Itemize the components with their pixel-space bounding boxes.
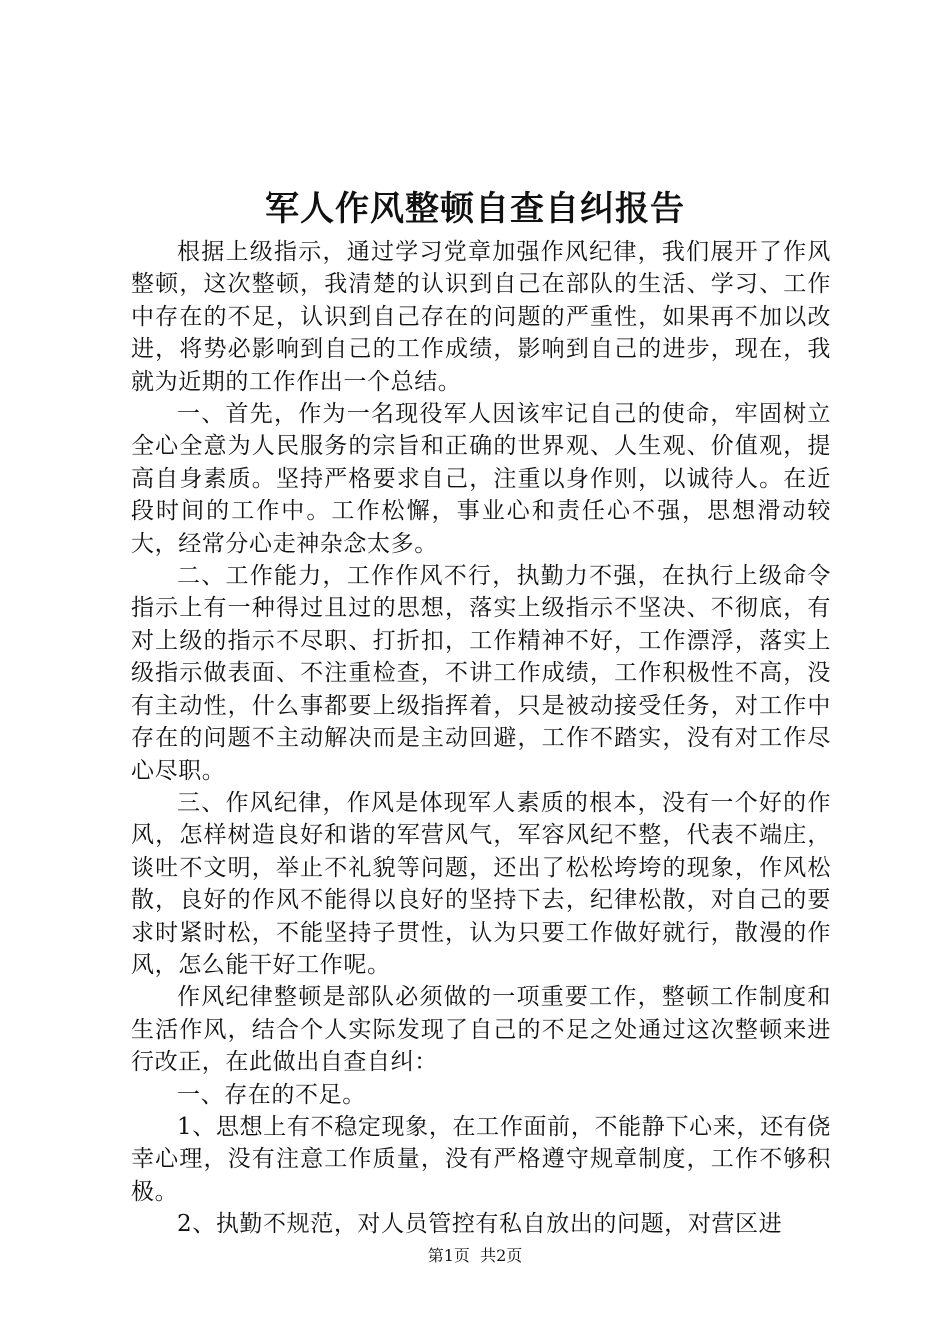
page-number-current: 第1页 [427,1246,470,1265]
paragraph-section-two: 二、工作能力，工作作风不行，执勤力不强，在执行上级命令指示上有一种得过且过的思想，落实上级指示不坚决、不彻底，有对上级的指示不尽职、打折扣，工作精神不好，工作漂浮，落实上级指示做表面、不注重检查，不讲工作成绩，工作积极性不高，没有主动性，什么事都要上级指挥着，只是被动接受任务，对工作中存在的问题不主动解决而是主动回避，工作不踏实，没有对工作尽心尽职。 [131,563,831,784]
paragraph-rectification-intro: 作风纪律整顿是部队必须做的一项重要工作，整顿工作制度和生活作风，结合个人实际发现了自己的不足之处通过这次整顿来进行改正，在此做出自查自纠： [131,984,831,1076]
footer-separator [470,1246,480,1265]
paragraph-item-one: 1、思想上有不稳定现象，在工作面前，不能静下心来，还有侥幸心理，没有注意工作质量，没有严格遵守规章制度，工作不够积极。 [131,1113,831,1205]
document-title: 军人作风整顿自查自纠报告 [265,189,685,229]
page-footer [0,1244,950,1268]
page-number-total: 共2页 [480,1246,523,1265]
paragraph-item-two: 2、执勤不规范，对人员管控有私自放出的问题，对营区进 [177,1211,783,1238]
paragraph-section-three: 三、作风纪律，作风是体现军人素质的根本，没有一个好的作风，怎样树造良好和谐的军营风气，军容风纪不整，代表不端庄，谈吐不文明，举止不礼貌等问题，还出了松松垮垮的现象，作风松散，良好的作风不能得以良好的坚持下去，纪律松散，对自己的要求时紧时松，不能坚持子贯性，认为只要工作做好就行，散漫的作风，怎么能干好工作呢。 [131,789,831,978]
paragraph-section-one: 一、首先，作为一名现役军人因该牢记自己的使命，牢固树立全心全意为人民服务的宗旨和正确的世界观、人生观、价值观，提高自身素质。坚持严格要求自己，注重以身作则，以诚待人。在近段时间的工作中。工作松懈，事业心和责任心不强，思想滑动较大，经常分心走神杂念太多。 [131,401,831,557]
document-body [131,236,831,1241]
paragraph-intro: 根据上级指示，通过学习党章加强作风纪律，我们展开了作风整顿，这次整顿，我清楚的认识到自己在部队的生活、学习、工作中存在的不足，认识到自己存在的问题的严重性，如果再不加以改进，将势必影响到自己的工作成绩，影响到自己的进步，现在，我就为近期的工作作出一个总结。 [131,239,831,395]
paragraph-shortcomings-heading: 一、存在的不足。 [177,1081,366,1108]
